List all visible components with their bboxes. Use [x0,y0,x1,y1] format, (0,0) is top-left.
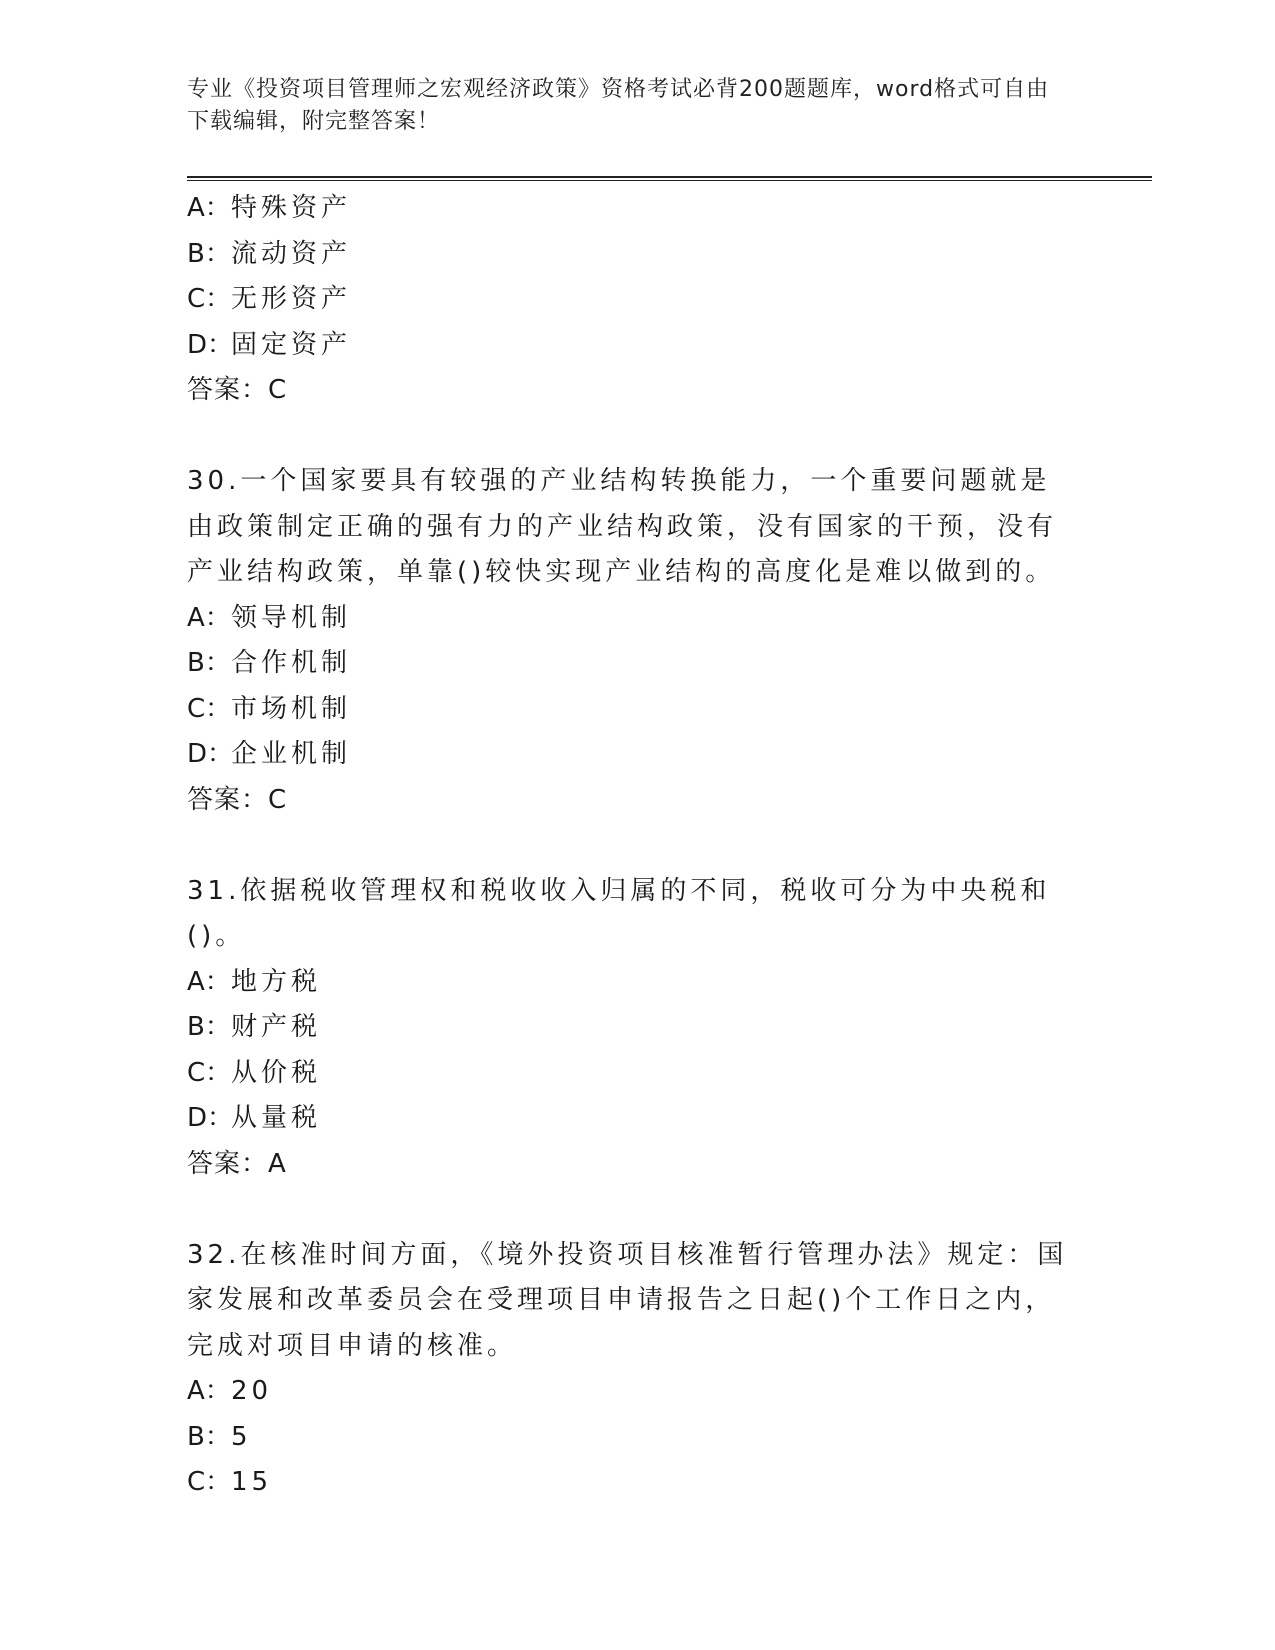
option-d [187,323,1077,369]
option-b [187,1005,1077,1051]
option-b [187,641,1077,687]
question-stem: 32.在核准时间方面，《境外投资项目核准暂行管理办法》规定：国家发展和改革委员会在受理项目申请报告之日起()个工作日之内，完成对项目申请的核准。 [187,1239,1068,1361]
option-letter: A： [187,602,231,633]
option-text: 5 [231,1421,252,1452]
option-letter: A： [187,966,231,997]
option-letter: B： [187,1421,231,1452]
option-a [187,596,1077,642]
answer-line: 答案：C [187,784,288,815]
page-header-title: 专业《投资项目管理师之宏观经济政策》资格考试必背200题题库，word格式可自由下载编辑，附完整答案！ [187,77,1050,134]
question-30 [187,459,1077,823]
option-letter: B： [187,648,231,678]
question-32 [187,1233,1077,1506]
question-29 [187,186,1077,414]
option-text: 从价税 [231,1057,322,1088]
option-letter: C： [187,693,232,724]
option-text: 从量税 [231,1103,322,1133]
option-text: 合作机制 [231,648,352,678]
answer-line: 答案：A [187,1148,287,1179]
option-letter: A： [187,1376,231,1406]
option-text: 企业机制 [231,739,352,769]
question-stem: 31.依据税收管理权和税收收入归属的不同，税收可分为中央税和()。 [187,875,1051,951]
spacer [187,823,1077,869]
answer-line: 答案：C [187,375,288,405]
option-d [187,1096,1077,1142]
question-stem: 30.一个国家要具有较强的产业结构转换能力，一个重要问题就是由政策制定正确的强有力的产业结构政策，没有国家的干预，没有产业结构政策，单靠()较快实现产业结构的高度化是难以做到的。 [187,466,1058,587]
option-b [187,232,1077,278]
option-c [187,277,1077,323]
spacer [187,1187,1077,1233]
option-d [187,732,1077,778]
option-text: 无形资产 [231,284,352,314]
option-letter: C： [187,1057,232,1088]
option-text: 20 [231,1376,273,1406]
option-text: 财产税 [231,1012,322,1042]
option-text: 流动资产 [231,238,352,269]
option-letter: D： [187,1103,234,1133]
header-divider [187,176,1152,181]
spacer [187,414,1077,460]
option-b [187,1415,1077,1461]
option-text: 领导机制 [231,602,352,633]
option-text: 15 [231,1467,273,1497]
option-c [187,687,1077,733]
option-letter: A： [187,193,231,223]
option-a [187,186,1077,232]
option-letter: C： [187,1467,232,1497]
option-letter: D： [187,329,234,360]
option-text: 固定资产 [231,329,352,360]
option-text: 市场机制 [231,693,352,724]
option-c [187,1051,1077,1097]
question-list [187,186,1077,1506]
option-letter: B： [187,1012,231,1042]
option-c [187,1460,1077,1506]
option-letter: B： [187,238,231,269]
option-text: 特殊资产 [231,193,352,223]
option-text: 地方税 [231,966,322,997]
option-a [187,960,1077,1006]
option-letter: C： [187,284,232,314]
question-31 [187,869,1077,1188]
option-a [187,1369,1077,1415]
option-letter: D： [187,739,234,769]
